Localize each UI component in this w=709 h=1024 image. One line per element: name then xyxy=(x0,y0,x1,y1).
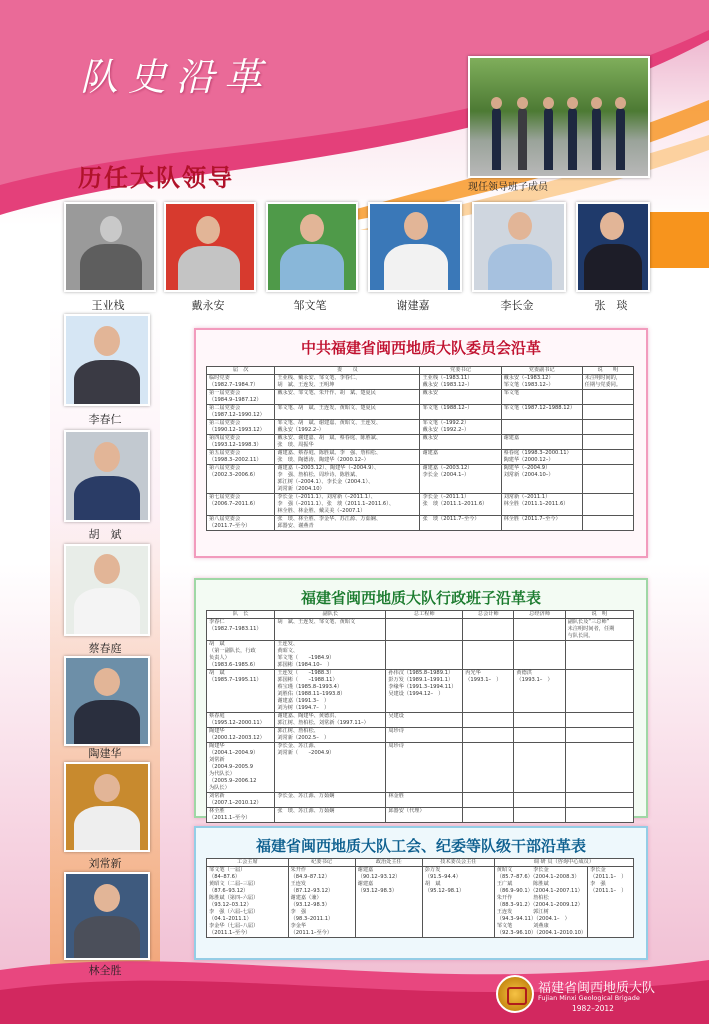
portrait-top-3 xyxy=(266,202,358,292)
portrait-side-6 xyxy=(64,872,150,960)
admin-table-header-cell: 副队长 xyxy=(275,611,386,619)
admin-table-row xyxy=(207,808,634,823)
admin-table-cell xyxy=(463,713,514,728)
admin-table-cell: 陶建华 （2000.12–2003.12） xyxy=(207,728,275,743)
portrait-side-1 xyxy=(64,314,150,406)
admin-table-cell xyxy=(565,808,633,823)
footer-name-en: Fujian Minxi Geological Brigade xyxy=(538,994,640,1002)
party-table-header-cell: 党委副书记 xyxy=(501,367,582,375)
leader-name-side-4: 陶建华 xyxy=(88,747,122,760)
admin-table-cell: 李春仁 （1982.7–1983.11） xyxy=(207,619,275,641)
union-table-cell: 彭万发 （91.5–94.4） 胡 斌 （95.12–98.1） xyxy=(422,867,494,938)
party-table-cell: 第八届党委会 （2011.7–至今） xyxy=(207,516,275,531)
party-table-header-cell: 届 次 xyxy=(207,367,275,375)
admin-table-cell xyxy=(463,641,514,670)
party-table-cell: 刘常新（–2011.1） 林全胜（2011.1–2011.6） xyxy=(501,494,582,516)
footer-years: 1982–2012 xyxy=(572,1004,614,1013)
admin-table-cell xyxy=(514,808,565,823)
leader-name-side-3: 蔡春庭 xyxy=(88,642,122,655)
admin-table-cell xyxy=(514,793,565,808)
party-table-header-cell: 说 明 xyxy=(582,367,633,375)
party-table-cell: 谢建嘉 xyxy=(501,435,582,450)
party-table-row xyxy=(207,516,634,531)
party-table-cell: 未注明时间的， 任期与党委同。 xyxy=(582,375,633,390)
admin-table-header-cell: 说 明 xyxy=(565,611,633,619)
admin-table-cell xyxy=(565,728,633,743)
admin-table-cell xyxy=(514,641,565,670)
admin-table-cell xyxy=(565,793,633,808)
party-table-cell: 戴永安（–1983.12） 邹文笔（1983.12–） xyxy=(501,375,582,390)
party-table-cell: 王业栈（–1983.11） 戴永安（1983.12–） xyxy=(420,375,501,390)
party-table-cell: 戴永安、邹文笔、朱开作、胡 斌、楚夏民 xyxy=(275,390,420,405)
admin-table-cell: 林全胜 （2011.1–至今） xyxy=(207,808,275,823)
party-table-cell: 李长金（–2011.1）、刘常新（–2011.1）、 李 强（–2011.1）、张 琰（2011.1–2011.6）、 林全胜、林金胜、戴灵美（–2007.1） xyxy=(275,494,420,516)
party-table xyxy=(206,366,634,531)
section-subtitle: 历任大队领导 xyxy=(78,164,234,192)
party-table-cell xyxy=(582,465,633,494)
portrait-side-4 xyxy=(64,656,150,746)
admin-table-cell xyxy=(514,743,565,793)
party-table-row xyxy=(207,405,634,420)
portrait-top-5 xyxy=(472,202,566,292)
admin-table-cell: 黄德洪 （1993.1– ） xyxy=(514,670,565,713)
party-table-cell: 张 琰、林全胜、李金华、苏江源、万茹娴、 邱器安、谢燕青 xyxy=(275,516,420,531)
union-table-cell: 邹文笔（一届） （84–87.6） 黄昭文（二届–三届） （87.6–93.12） 陈胜斌（第四–六届） （93.12–03.12） 李 强（六届–七届） （04.1–2011.1） 李金华（七届–八届） （2011.1–至今） xyxy=(207,867,289,938)
admin-table-cell xyxy=(463,619,514,641)
party-table-cell: 第二届党委会 （1987.12–1990.12） xyxy=(207,405,275,420)
leader-name-top-1: 王业栈 xyxy=(91,299,125,312)
party-table-row xyxy=(207,375,634,390)
portrait-top-1 xyxy=(64,202,156,292)
party-table-cell: 戴永安 xyxy=(420,390,501,405)
admin-table-cell xyxy=(463,743,514,793)
admin-table-cell xyxy=(463,808,514,823)
party-table-cell: 谢建嘉、蔡春庭、陈胜斌、李 强、詹柏松、 张 琰、陶德涛、陶建华（2000.12–） xyxy=(275,450,420,465)
party-table-row xyxy=(207,450,634,465)
portrait-top-4 xyxy=(368,202,462,292)
portrait-side-3 xyxy=(64,544,150,636)
admin-table-row xyxy=(207,670,634,713)
footer-name-cn: 福建省闽西地质大队 xyxy=(538,981,656,996)
party-table-row xyxy=(207,390,634,405)
portrait-top-6 xyxy=(576,202,650,292)
party-table-row xyxy=(207,435,634,450)
party-table-cell: 李长金（–2011.1） 张 琰（2011.1–2011.6） xyxy=(420,494,501,516)
admin-table-cell: 谢建嘉、陶建华、黄德洪、 郭江树、詹柏松、刘常新（1997.11–） xyxy=(275,713,386,728)
orange-accent-bar xyxy=(646,212,709,268)
party-table-cell: 谢建嘉（–2003.12） 李长金（2004.1–） xyxy=(420,465,501,494)
party-table-row xyxy=(207,420,634,435)
admin-table-row xyxy=(207,619,634,641)
leader-name-top-6: 张 琰 xyxy=(594,299,628,312)
party-table-cell xyxy=(582,390,633,405)
portrait-side-5 xyxy=(64,762,150,852)
party-table-cell xyxy=(501,420,582,435)
admin-table-row xyxy=(207,713,634,728)
union-panel xyxy=(194,826,648,960)
party-table-header-cell: 党委书记 xyxy=(420,367,501,375)
admin-table-cell xyxy=(463,728,514,743)
admin-table-header-cell: 总会计师 xyxy=(463,611,514,619)
admin-table-cell: 胡 斌 （第一副队长，行政 负责人） （1983.6–1985.6） xyxy=(207,641,275,670)
party-table-cell: 王业栈、戴永安、邹文笔、李春仁、 胡 斌、王连发、王明坤 xyxy=(275,375,420,390)
admin-table-cell xyxy=(565,743,633,793)
page-title: 队史沿革 xyxy=(80,55,273,99)
admin-table-cell: 副队长及“三总师” 未注明时间者，任期 与队长同。 xyxy=(565,619,633,641)
leader-name-top-5: 李长金 xyxy=(500,299,534,312)
group-photo xyxy=(468,56,650,178)
admin-table-title: 福建省闽西地质大队行政班子沿革表 xyxy=(300,589,541,607)
leader-name-top-4: 谢建嘉 xyxy=(396,299,430,312)
party-table-cell xyxy=(582,450,633,465)
union-table-cell: 李长金 （2011.1– ） 李 强 （2011.1– ） xyxy=(588,867,634,938)
party-table-cell: 邹文笔（1988.12–） xyxy=(420,405,501,420)
union-table xyxy=(206,858,634,938)
admin-table-cell: 李长金、苏江源、万茹娴 xyxy=(275,793,386,808)
admin-table xyxy=(206,610,634,823)
union-table-cell: 朱开作 （84.9–87.12） 王连发 （87.12–93.12） 谢建嘉（兼） （93.12–98.3） 李 强 （98.3–2011.1） 李金华 （2011.1–至今） xyxy=(288,867,355,938)
party-table-row xyxy=(207,494,634,516)
admin-table-cell: 李长金、苏江源、 刘常新（ –2004.9） xyxy=(275,743,386,793)
portrait-top-2 xyxy=(164,202,256,292)
admin-panel xyxy=(194,578,648,821)
union-table-title: 福建省闽西地质大队工会、纪委等队级干部沿革表 xyxy=(255,837,586,855)
party-table-cell: 谢建嘉 xyxy=(420,450,501,465)
party-table-cell: 邹文笔、胡 斌、谢建嘉、黄昭文、王连发、 戴永安（1992.2–） xyxy=(275,420,420,435)
party-table-cell: 临时党委 （1982.7–1984.7） xyxy=(207,375,275,390)
admin-table-header-cell: 总工程师 xyxy=(386,611,463,619)
party-table-cell: 第四届党委会 （1993.12–1998.3） xyxy=(207,435,275,450)
union-table-header-cell: 工会主席 xyxy=(207,859,289,867)
admin-table-cell xyxy=(565,670,633,713)
admin-table-cell: 王连发、 黄昭文、 邹文笔（ –1984.9） 郭国彬（1984.10– ） xyxy=(275,641,386,670)
admin-table-row xyxy=(207,793,634,808)
admin-table-cell: 郭江树、詹柏松、 刘常新（2002.5– ） xyxy=(275,728,386,743)
group-photo-caption: 现任领导班子成员 xyxy=(468,182,548,193)
admin-table-row xyxy=(207,728,634,743)
union-table-row xyxy=(207,867,634,938)
party-table-cell: 陶建华（–2004.9） 刘常新（2004.10–） xyxy=(501,465,582,494)
admin-table-cell xyxy=(514,619,565,641)
party-table-cell xyxy=(582,516,633,531)
party-table-cell: 林全胜（2011.7–至今） xyxy=(501,516,582,531)
admin-table-cell: 吴建设 xyxy=(386,713,463,728)
party-table-cell: 第七届党委会 （2006.7–2011.6） xyxy=(207,494,275,516)
admin-table-cell xyxy=(386,619,463,641)
admin-table-row xyxy=(207,641,634,670)
leader-name-side-2: 胡 斌 xyxy=(88,528,122,541)
admin-table-cell: 刘常新 （2007.1–2010.12） xyxy=(207,793,275,808)
leader-name-side-6: 林全胜 xyxy=(88,964,122,977)
admin-table-row xyxy=(207,743,634,793)
admin-table-cell xyxy=(463,793,514,808)
admin-table-cell: 周珍诗 xyxy=(386,728,463,743)
party-table-cell xyxy=(582,435,633,450)
party-table-cell: 张 琰（2011.7–至今） xyxy=(420,516,501,531)
union-table-header-cell: 纪委书记 xyxy=(288,859,355,867)
party-table-cell: 戴永安、谢建嘉、胡 斌、蔡春庭、陈胜斌、 张 琰、周振华 xyxy=(275,435,420,450)
admin-table-cell: 林金胜 xyxy=(386,793,463,808)
party-table-header-cell: 委 员 xyxy=(275,367,420,375)
party-table-cell: 邹文笔、胡 斌、王连发、黄昭文、楚夏民 xyxy=(275,405,420,420)
party-table-cell: 第三届党委会 （1990.12–1993.12） xyxy=(207,420,275,435)
party-table-cell: 蔡春庭（1998.3–2000.11） 陶建华（2000.12–） xyxy=(501,450,582,465)
brigade-logo-icon xyxy=(496,975,534,1013)
admin-table-cell: 陶建华 （2004.1–2004.9） 刘常新 （2004.9–2005.9 为代队长） （2005.9–2006.12 为队长） xyxy=(207,743,275,793)
union-table-cell: 谢建嘉 （90.12–93.12） 谢建嘉 （93.12–98.3） xyxy=(355,867,422,938)
admin-table-cell xyxy=(565,713,633,728)
party-table-cell: 第五届党委会 （1998.3–2002.11） xyxy=(207,450,275,465)
party-table-cell: 邹文笔 xyxy=(501,390,582,405)
admin-table-cell: 胡 斌 （1985.7–1995.11） xyxy=(207,670,275,713)
admin-table-cell xyxy=(565,641,633,670)
party-table-cell xyxy=(582,420,633,435)
leader-name-top-3: 邹文笔 xyxy=(293,299,327,312)
party-table-cell: 邹文笔（1987.12–1988.12） xyxy=(501,405,582,420)
admin-table-cell xyxy=(514,713,565,728)
admin-table-cell xyxy=(514,728,565,743)
admin-table-cell: 蔡春庭 （1995.12–2000.11） xyxy=(207,713,275,728)
leader-name-side-1: 李春仁 xyxy=(88,413,122,426)
party-table-title: 中共福建省闽西地质大队委员会沿革 xyxy=(300,339,541,357)
party-table-cell xyxy=(582,494,633,516)
admin-table-header-cell: 总经济师 xyxy=(514,611,565,619)
leader-name-top-2: 戴永安 xyxy=(191,299,225,312)
party-table-cell: 戴永安 xyxy=(420,435,501,450)
admin-table-cell: 胡 斌、王连发、邹文笔、黄昭文 xyxy=(275,619,386,641)
party-table-cell: 邹文笔（–1992.2） 戴永安（1992.2–） xyxy=(420,420,501,435)
union-table-cell: 黄昭文 李长金 （85.7–87.6）（2004.1–2008.3） 王广斌 陈胜斌 （86.9–90.1）（2004.1–2007.11） 朱开作 詹柏松 （88.3–91.2）（2004.1–2009.12） 王连发 郭江树 （94.3–94.11）（2004.1– ） 邹文笔 刘燕康 （92.3–96.10）（2004.1–2010.10） xyxy=(494,867,587,938)
party-table-cell: 第六届党委会 （2002.3–2006.6） xyxy=(207,465,275,494)
party-table-cell xyxy=(582,405,633,420)
admin-table-cell: 孙伟汉（1985.8–1989.1） 彭万发（1989.1–1991.1） 李缘华（1991.3–1994.11） 吴建设（1994.12– ） xyxy=(386,670,463,713)
party-committee-panel xyxy=(194,328,648,558)
admin-table-cell: 王连发（ –1988.3） 郭国彬（ –1988.11） 蔡宝瑾（1985.8–1993.4） 刘胜佑（1988.11–1993.8） 谢建嘉（1991.3– ） 刘为树（1994.7– ） xyxy=(275,670,386,713)
party-table-cell: 第一届党委会 （1984.9–1987.12） xyxy=(207,390,275,405)
union-table-header-cell: 调 研 员（咨询中心成员） xyxy=(494,859,633,867)
admin-table-cell: 丙光华 （1993.1– ） xyxy=(463,670,514,713)
portrait-side-2 xyxy=(64,430,150,522)
leader-name-side-5: 刘常新 xyxy=(88,857,122,870)
union-table-header-cell: 政治处主任 xyxy=(355,859,422,867)
admin-table-cell: 周珍诗 xyxy=(386,743,463,793)
admin-table-cell xyxy=(386,641,463,670)
union-table-header-cell: 技术委员会主任 xyxy=(422,859,494,867)
admin-table-cell: 邱器安（代理） xyxy=(386,808,463,823)
party-table-row xyxy=(207,465,634,494)
admin-table-cell: 张 琰、苏江源、万茹娴 xyxy=(275,808,386,823)
party-table-cell: 谢建嘉（–2003.12）、陶建华（–2004.9）、 李 强、詹柏松、周珍诗、陈胜斌、 郭江树（–2004.1）、李长金（2004.1）、 刘常新（2004.10） xyxy=(275,465,420,494)
admin-table-header-cell: 队 长 xyxy=(207,611,275,619)
